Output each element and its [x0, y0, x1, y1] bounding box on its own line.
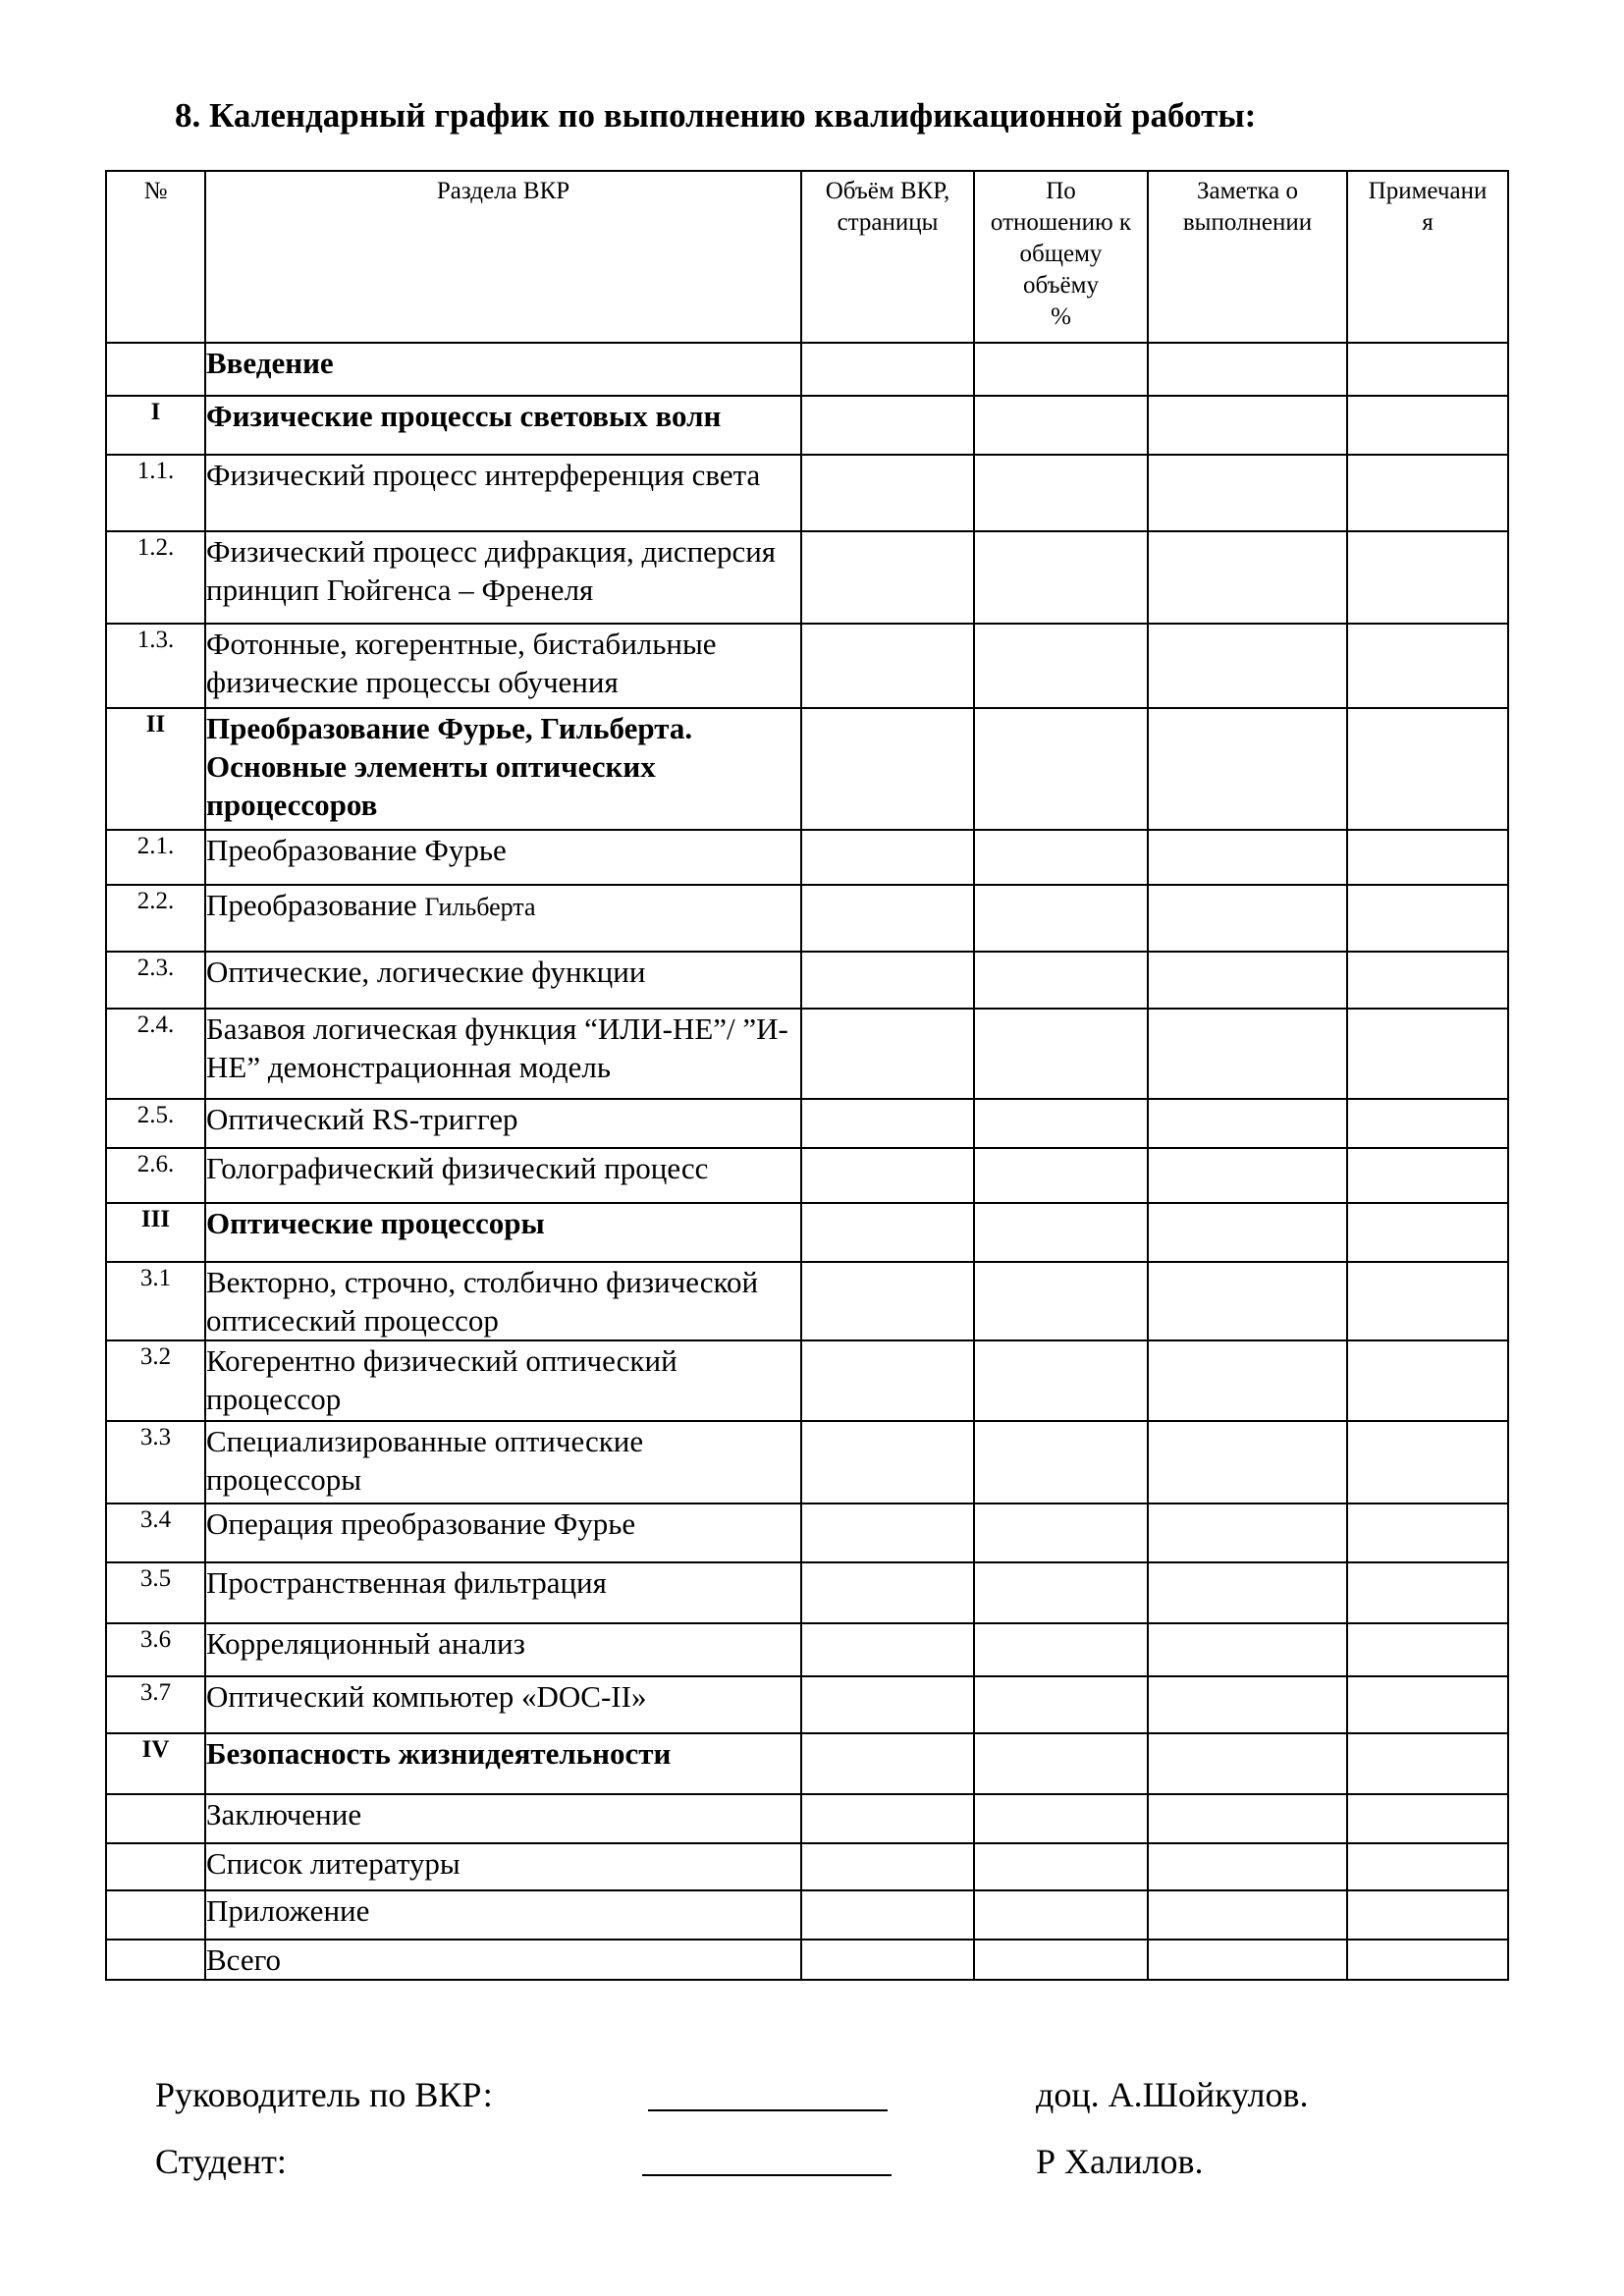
- row-number: 1.1.: [106, 455, 205, 531]
- section-text: Пространственная фильтрация: [206, 1565, 607, 1600]
- row-section-title: [205, 708, 801, 830]
- row-section-title: [205, 1890, 801, 1940]
- table-header-row: [106, 171, 1508, 343]
- pages-cell[interactable]: [801, 455, 974, 531]
- row-number: [106, 1794, 205, 1843]
- table-row: [106, 885, 1508, 952]
- row-section-title: [205, 1203, 801, 1262]
- pages-cell[interactable]: [801, 1099, 974, 1148]
- section-text: Список литературы: [206, 1846, 460, 1881]
- row-number: 3.6: [106, 1623, 205, 1676]
- table-row: [106, 1421, 1508, 1503]
- pages-cell[interactable]: [801, 1009, 974, 1099]
- student-name: Р Халилов.: [1036, 2142, 1204, 2181]
- row-section-title: [205, 1623, 801, 1676]
- progress-note-cell[interactable]: [1148, 1099, 1347, 1148]
- progress-note-cell[interactable]: [1148, 1421, 1347, 1503]
- row-section-title: [205, 1794, 801, 1843]
- progress-note-cell[interactable]: [1148, 1148, 1347, 1203]
- row-section-title: [205, 1148, 801, 1203]
- section-text: Фотонные, когерентные, бистабильные физические процессы обучения: [206, 627, 717, 699]
- row-number: III: [106, 1203, 205, 1262]
- progress-note-cell[interactable]: [1148, 343, 1347, 396]
- pages-cell[interactable]: [801, 1940, 974, 1980]
- section-text: Оптический RS-триггер: [206, 1102, 518, 1136]
- table-row: [106, 343, 1508, 396]
- pages-cell[interactable]: [801, 1733, 974, 1794]
- percent-cell[interactable]: [974, 531, 1148, 624]
- progress-note-cell[interactable]: [1148, 455, 1347, 531]
- table-row: [106, 1676, 1508, 1733]
- percent-cell[interactable]: [974, 1940, 1148, 1980]
- schedule-table: [105, 170, 1509, 1981]
- row-section-title: [205, 531, 801, 624]
- table-row: [106, 1148, 1508, 1203]
- pages-cell[interactable]: [801, 1262, 974, 1340]
- remarks-cell[interactable]: [1347, 1623, 1508, 1676]
- progress-note-cell[interactable]: [1148, 885, 1347, 952]
- remarks-cell[interactable]: [1347, 1262, 1508, 1340]
- percent-cell[interactable]: [974, 952, 1148, 1009]
- pages-cell[interactable]: [801, 1148, 974, 1203]
- pages-cell[interactable]: [801, 885, 974, 952]
- row-section-title: [205, 1562, 801, 1623]
- table-row: [106, 1009, 1508, 1099]
- table-row: [106, 830, 1508, 885]
- table-row: [106, 1340, 1508, 1421]
- row-number: [106, 343, 205, 396]
- pages-cell[interactable]: [801, 1203, 974, 1262]
- percent-cell[interactable]: [974, 1503, 1148, 1562]
- remarks-cell[interactable]: [1347, 455, 1508, 531]
- remarks-cell[interactable]: [1347, 1503, 1508, 1562]
- row-section-title: [205, 1421, 801, 1503]
- percent-cell[interactable]: [974, 1099, 1148, 1148]
- section-text: Преобразование Фурье, Гильберта. Основные элементы оптических процессоров: [206, 711, 693, 822]
- student-label: Студент:: [155, 2142, 287, 2181]
- percent-cell[interactable]: [974, 1676, 1148, 1733]
- row-number: 3.4: [106, 1503, 205, 1562]
- percent-cell[interactable]: [974, 1562, 1148, 1623]
- pages-cell[interactable]: [801, 1562, 974, 1623]
- header-section: Раздела ВКР: [205, 171, 801, 343]
- remarks-cell[interactable]: [1347, 952, 1508, 1009]
- progress-note-cell[interactable]: [1148, 1940, 1347, 1980]
- section-text: Когерентно физический оптический процессор: [206, 1343, 677, 1416]
- percent-cell[interactable]: [974, 1623, 1148, 1676]
- section-text: Оптический компьютер «DOC-II»: [206, 1679, 647, 1714]
- header-progress-note: Заметка о выполнении: [1148, 171, 1347, 343]
- section-text: Физические процессы световых волн: [206, 399, 722, 433]
- table-row: [106, 531, 1508, 624]
- percent-cell[interactable]: [974, 1733, 1148, 1794]
- row-section-title: [205, 1503, 801, 1562]
- percent-cell[interactable]: [974, 1843, 1148, 1890]
- progress-note-cell[interactable]: [1148, 1203, 1347, 1262]
- page-title: 8. Календарный график по выполнению квалификационной работы:: [175, 96, 1257, 135]
- remarks-cell[interactable]: [1347, 624, 1508, 708]
- row-section-title: [205, 1676, 801, 1733]
- progress-note-cell[interactable]: [1148, 708, 1347, 830]
- progress-note-cell[interactable]: [1148, 1733, 1347, 1794]
- table-row: [106, 1843, 1508, 1890]
- row-number: 1.3.: [106, 624, 205, 708]
- percent-cell[interactable]: [974, 1421, 1148, 1503]
- pages-cell[interactable]: [801, 1843, 974, 1890]
- table-row: [106, 1562, 1508, 1623]
- row-section-title: [205, 952, 801, 1009]
- row-section-title: [205, 1733, 801, 1794]
- section-text: Операция преобразование Фурье: [206, 1506, 636, 1541]
- table-row: [106, 1503, 1508, 1562]
- table-row: [106, 708, 1508, 830]
- table-row: [106, 1733, 1508, 1794]
- section-text: Голографический физический процесс: [206, 1151, 709, 1185]
- supervisor-signature-line: [648, 2109, 888, 2111]
- percent-cell[interactable]: [974, 396, 1148, 455]
- remarks-cell[interactable]: [1347, 1340, 1508, 1421]
- remarks-cell[interactable]: [1347, 1148, 1508, 1203]
- remarks-cell[interactable]: [1347, 396, 1508, 455]
- percent-cell[interactable]: [974, 1009, 1148, 1099]
- remarks-cell[interactable]: [1347, 1203, 1508, 1262]
- row-section-title: [205, 1843, 801, 1890]
- section-text: Оптические процессоры: [206, 1206, 545, 1240]
- pages-cell[interactable]: [801, 1503, 974, 1562]
- section-text: Заключение: [206, 1797, 362, 1831]
- pages-cell[interactable]: [801, 1421, 974, 1503]
- table-row: [106, 396, 1508, 455]
- progress-note-cell[interactable]: [1148, 624, 1347, 708]
- pages-cell[interactable]: [801, 1794, 974, 1843]
- percent-cell[interactable]: [974, 1203, 1148, 1262]
- pages-cell[interactable]: [801, 624, 974, 708]
- progress-note-cell[interactable]: [1148, 531, 1347, 624]
- progress-note-cell[interactable]: [1148, 1503, 1347, 1562]
- section-text: Преобразование Фурье: [206, 833, 507, 867]
- section-text: Базавоя логическая функция “ИЛИ-НЕ”/ ”И-НЕ” демонстрационная модель: [206, 1011, 788, 1084]
- row-number: IV: [106, 1733, 205, 1794]
- supervisor-name: доц. А.Шойкулов.: [1036, 2075, 1309, 2114]
- pages-cell[interactable]: [801, 1340, 974, 1421]
- remarks-cell[interactable]: [1347, 1843, 1508, 1890]
- table-row: [106, 624, 1508, 708]
- remarks-cell[interactable]: [1347, 1733, 1508, 1794]
- percent-cell[interactable]: [974, 1262, 1148, 1340]
- supervisor-label: Руководитель по ВКР:: [155, 2075, 493, 2114]
- section-text: Физический процесс интерференция света: [206, 458, 761, 492]
- section-text: Приложение: [206, 1893, 370, 1928]
- progress-note-cell[interactable]: [1148, 1843, 1347, 1890]
- section-text: Безопасность жизнидеятельности: [206, 1736, 672, 1771]
- section-text: Специализированные оптические процессоры: [206, 1424, 644, 1497]
- row-number: 3.1: [106, 1262, 205, 1340]
- table-row: [106, 1940, 1508, 1980]
- remarks-cell[interactable]: [1347, 343, 1508, 396]
- progress-note-cell[interactable]: [1148, 1340, 1347, 1421]
- section-text: Преобразование: [206, 888, 417, 922]
- table-row: [106, 1623, 1508, 1676]
- remarks-cell[interactable]: [1347, 531, 1508, 624]
- pages-cell[interactable]: [801, 531, 974, 624]
- section-text-small: Гильберта: [424, 893, 536, 921]
- pages-cell[interactable]: [801, 830, 974, 885]
- remarks-cell[interactable]: [1347, 1099, 1508, 1148]
- table-row: [106, 1099, 1508, 1148]
- progress-note-cell[interactable]: [1148, 1262, 1347, 1340]
- row-number: 3.3: [106, 1421, 205, 1503]
- percent-cell[interactable]: [974, 1794, 1148, 1843]
- section-text: Векторно, строчно, столбично физической оптисеский процессор: [206, 1265, 759, 1338]
- pages-cell[interactable]: [801, 708, 974, 830]
- row-number: 3.5: [106, 1562, 205, 1623]
- remarks-cell[interactable]: [1347, 1009, 1508, 1099]
- percent-cell[interactable]: [974, 455, 1148, 531]
- row-number: I: [106, 396, 205, 455]
- row-number: 2.3.: [106, 952, 205, 1009]
- row-section-title: [205, 624, 801, 708]
- row-section-title: [205, 396, 801, 455]
- row-number: [106, 1843, 205, 1890]
- table-row: [106, 1794, 1508, 1843]
- row-number: 2.5.: [106, 1099, 205, 1148]
- percent-cell[interactable]: [974, 1340, 1148, 1421]
- student-signature-line: [642, 2174, 892, 2176]
- section-text: Всего: [206, 1942, 282, 1977]
- table-row: [106, 1890, 1508, 1940]
- row-section-title: [205, 343, 801, 396]
- pages-cell[interactable]: [801, 1676, 974, 1733]
- row-number: 3.2: [106, 1340, 205, 1421]
- row-section-title: [205, 1099, 801, 1148]
- row-number: 2.6.: [106, 1148, 205, 1203]
- header-percent: По отношению к общему объёму %: [974, 171, 1148, 343]
- percent-cell[interactable]: [974, 1890, 1148, 1940]
- percent-cell[interactable]: [974, 343, 1148, 396]
- row-section-title: [205, 1009, 801, 1099]
- section-text: Физический процесс дифракция, дисперсия принцип Гюйгенса – Френеля: [206, 534, 777, 607]
- remarks-cell[interactable]: [1347, 708, 1508, 830]
- row-number: 3.7: [106, 1676, 205, 1733]
- progress-note-cell[interactable]: [1148, 1562, 1347, 1623]
- row-number: [106, 1940, 205, 1980]
- remarks-cell[interactable]: [1347, 1794, 1508, 1843]
- pages-cell[interactable]: [801, 1623, 974, 1676]
- remarks-cell[interactable]: [1347, 1940, 1508, 1980]
- table-row: [106, 1203, 1508, 1262]
- remarks-cell[interactable]: [1347, 1421, 1508, 1503]
- percent-cell[interactable]: [974, 708, 1148, 830]
- percent-cell[interactable]: [974, 830, 1148, 885]
- progress-note-cell[interactable]: [1148, 1794, 1347, 1843]
- row-number: [106, 1890, 205, 1940]
- header-remarks: Примечани я: [1347, 171, 1508, 343]
- row-number: 2.4.: [106, 1009, 205, 1099]
- percent-cell[interactable]: [974, 624, 1148, 708]
- progress-note-cell[interactable]: [1148, 1009, 1347, 1099]
- remarks-cell[interactable]: [1347, 1890, 1508, 1940]
- percent-cell[interactable]: [974, 1148, 1148, 1203]
- percent-cell[interactable]: [974, 885, 1148, 952]
- progress-note-cell[interactable]: [1148, 1890, 1347, 1940]
- table-row: [106, 455, 1508, 531]
- section-text: Корреляционный анализ: [206, 1626, 525, 1661]
- row-section-title: [205, 1262, 801, 1340]
- row-number: II: [106, 708, 205, 830]
- progress-note-cell[interactable]: [1148, 830, 1347, 885]
- header-pages: Объём ВКР, страницы: [801, 171, 974, 343]
- progress-note-cell[interactable]: [1148, 396, 1347, 455]
- section-text: Оптические, логические функции: [206, 955, 646, 989]
- header-number: №: [106, 171, 205, 343]
- row-number: 1.2.: [106, 531, 205, 624]
- remarks-cell[interactable]: [1347, 1562, 1508, 1623]
- remarks-cell[interactable]: [1347, 885, 1508, 952]
- progress-note-cell[interactable]: [1148, 952, 1347, 1009]
- pages-cell[interactable]: [801, 1890, 974, 1940]
- row-section-title: [205, 1940, 801, 1980]
- section-text: Введение: [206, 346, 334, 380]
- row-number: 2.2.: [106, 885, 205, 952]
- row-section-title: [205, 1340, 801, 1421]
- progress-note-cell[interactable]: [1148, 1623, 1347, 1676]
- row-number: 2.1.: [106, 830, 205, 885]
- row-section-title: [205, 830, 801, 885]
- pages-cell[interactable]: [801, 396, 974, 455]
- remarks-cell[interactable]: [1347, 1676, 1508, 1733]
- table-row: [106, 952, 1508, 1009]
- progress-note-cell[interactable]: [1148, 1676, 1347, 1733]
- row-section-title: [205, 455, 801, 531]
- table-row: [106, 1262, 1508, 1340]
- pages-cell[interactable]: [801, 952, 974, 1009]
- pages-cell[interactable]: [801, 343, 974, 396]
- remarks-cell[interactable]: [1347, 830, 1508, 885]
- row-section-title: [205, 885, 801, 952]
